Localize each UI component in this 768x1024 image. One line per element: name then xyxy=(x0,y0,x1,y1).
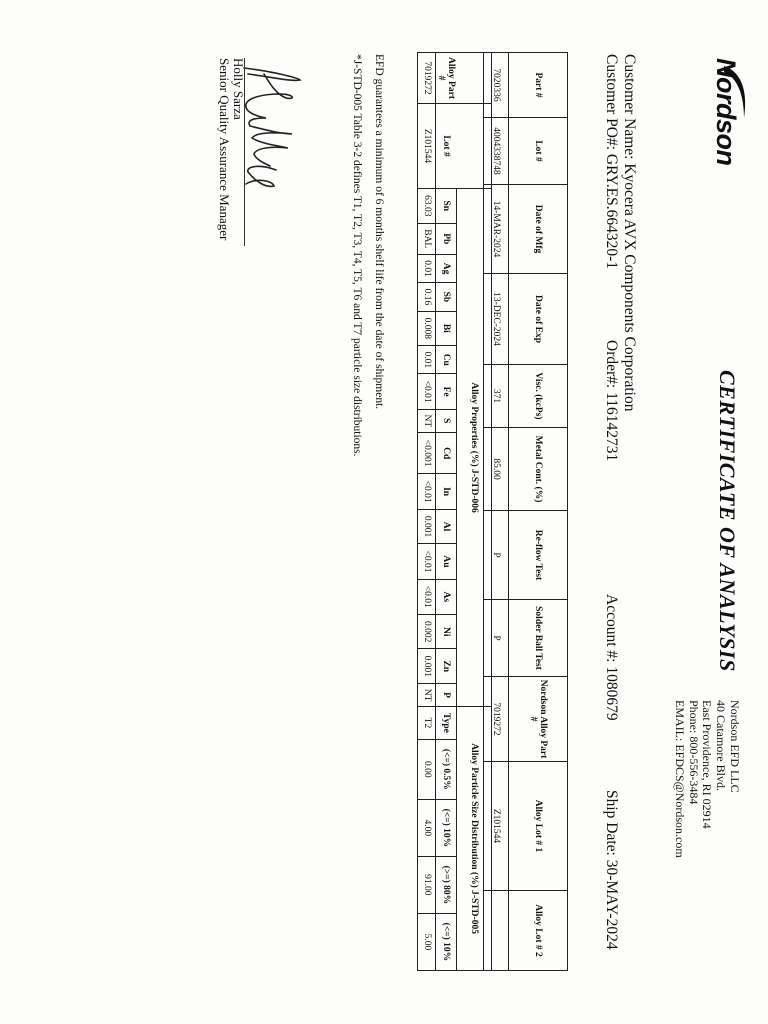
alloy-properties-heading: Alloy Properties (%) J-STD-006 xyxy=(457,189,492,707)
header-alloy-lot-1: Alloy Lot # 1 xyxy=(509,762,568,891)
header-alloy-part: Alloy Part # xyxy=(436,53,457,104)
header-psd-2: (<=) 10% xyxy=(436,799,457,856)
header-sn: Sn xyxy=(436,189,457,224)
header-s: S xyxy=(436,409,457,432)
shelf-life-note: EFD guarantees a minimum of 6 months shelf life from the date of shipment. xyxy=(373,54,385,410)
cell xyxy=(457,104,492,189)
cell: 5.00 xyxy=(418,913,436,970)
signatory-title: Senior Quality Assurance Manager xyxy=(217,58,233,241)
header-metal-content: Metal Cont. (%) xyxy=(509,428,568,511)
cell: 7019272 xyxy=(484,677,509,762)
header-fe: Fe xyxy=(436,374,457,409)
cell: 63.03 xyxy=(418,189,436,224)
header-p: P xyxy=(436,684,457,707)
header-part: Part # xyxy=(509,53,568,118)
cell: 4.00 xyxy=(418,799,436,856)
cell: 14-MAR-2024 xyxy=(484,185,509,274)
header-lot: Lot # xyxy=(509,118,568,185)
header-visc: Visc. (kcPs) xyxy=(509,365,568,428)
header-ni: Ni xyxy=(436,614,457,649)
customer-name: Customer Name: Kyocera AVX Components Corporation xyxy=(621,54,638,412)
header-type: Type xyxy=(436,707,457,740)
cell: <0.01 xyxy=(418,544,436,579)
cell: <0.001 xyxy=(418,432,436,474)
table-header-row xyxy=(509,53,568,971)
header-bi: Bi xyxy=(436,311,457,346)
cell: 0.008 xyxy=(418,311,436,346)
header-psd-3: (>=) 80% xyxy=(436,856,457,913)
header-zn: Zn xyxy=(436,649,457,684)
header-alloy-lot-2: Alloy Lot # 2 xyxy=(509,891,568,971)
address-line: Phone: 800-556-3484 xyxy=(686,700,701,805)
cell xyxy=(457,53,492,104)
header-date-exp: Date of Exp xyxy=(509,274,568,365)
table-group-row xyxy=(457,53,492,971)
cell: 13-DEC-2024 xyxy=(484,274,509,365)
cell: 371 xyxy=(484,365,509,428)
header-al: Al xyxy=(436,509,457,544)
cell: Z101544 xyxy=(418,104,436,189)
document-title: CERTIFICATE OF ANALYSIS xyxy=(715,370,740,672)
cell: 0.01 xyxy=(418,346,436,374)
cell: Z101544 xyxy=(484,762,509,891)
cell: 0.16 xyxy=(418,283,436,311)
cell: 7019272 xyxy=(418,53,436,104)
cell: 0.001 xyxy=(418,509,436,544)
header-in: In xyxy=(436,474,457,509)
jstd-note: *J-STD-005 Table 3-2 defines T1, T2, T3, T4, T5, T6 and T7 particle size distributions. xyxy=(351,54,363,457)
header-cu: Cu xyxy=(436,346,457,374)
table-row xyxy=(418,53,436,971)
cell: P xyxy=(484,600,509,677)
cell: 0.002 xyxy=(418,614,436,649)
signatory-block xyxy=(218,58,245,240)
table-header-row xyxy=(436,53,457,971)
product-table xyxy=(483,52,568,971)
cell: NT xyxy=(418,684,436,707)
header-ag: Ag xyxy=(436,254,457,282)
cell: <0.01 xyxy=(418,579,436,614)
header-cd: Cd xyxy=(436,432,457,474)
order-number: Order#: 116142731 xyxy=(603,340,620,462)
cell: 0.01 xyxy=(418,254,436,282)
alloy-properties-table xyxy=(418,52,493,971)
nordson-logo: Nordson xyxy=(711,58,741,166)
header-alloy-part: Nordson Alloy Part # xyxy=(509,677,568,762)
ship-date: Ship Date: 30-MAY-2024 xyxy=(603,790,620,950)
company-address xyxy=(672,700,741,858)
cell: T2 xyxy=(418,707,436,740)
cell: 4004338748 xyxy=(484,118,509,185)
cell: <0.01 xyxy=(418,374,436,409)
cell: 0.001 xyxy=(418,649,436,684)
address-line: 40 Catamore Blvd. xyxy=(714,700,729,791)
header-au: Au xyxy=(436,544,457,579)
header-as: As xyxy=(436,579,457,614)
address-line: EMAIL: EFDCS@Nordson.com xyxy=(672,700,687,858)
header-reflow: Re-flow Test xyxy=(509,511,568,600)
cell: NT xyxy=(418,409,436,432)
customer-po: Customer PO#: GRY.ES.664320-1 xyxy=(603,54,620,270)
particle-size-heading: Alloy Particle Size Distribution (%) J-STD-005 xyxy=(457,707,492,971)
header-psd-1: (<=) 0.5% xyxy=(436,739,457,799)
cell: BAL xyxy=(418,223,436,254)
header-pb: Pb xyxy=(436,223,457,254)
header-date-mfg: Date of Mfg xyxy=(509,185,568,274)
cell: 7020336 xyxy=(484,53,509,118)
cell: 91.00 xyxy=(418,856,436,913)
header-lot: Lot # xyxy=(436,104,457,189)
address-line: East Providence, RI 02914 xyxy=(700,700,715,829)
account-number: Account #: 1080679 xyxy=(603,594,620,721)
header-psd-4: (<=) 10% xyxy=(436,913,457,970)
address-line: Nordson EFD LLC xyxy=(728,700,742,793)
cell: <0.01 xyxy=(418,474,436,509)
header-solder-ball: Solder Ball Test xyxy=(509,600,568,677)
cell: 85.00 xyxy=(484,428,509,511)
cell: P xyxy=(484,511,509,600)
cell: 0.00 xyxy=(418,739,436,799)
header-sb: Sb xyxy=(436,283,457,311)
signatory-name: Holly Sarza xyxy=(231,58,246,120)
